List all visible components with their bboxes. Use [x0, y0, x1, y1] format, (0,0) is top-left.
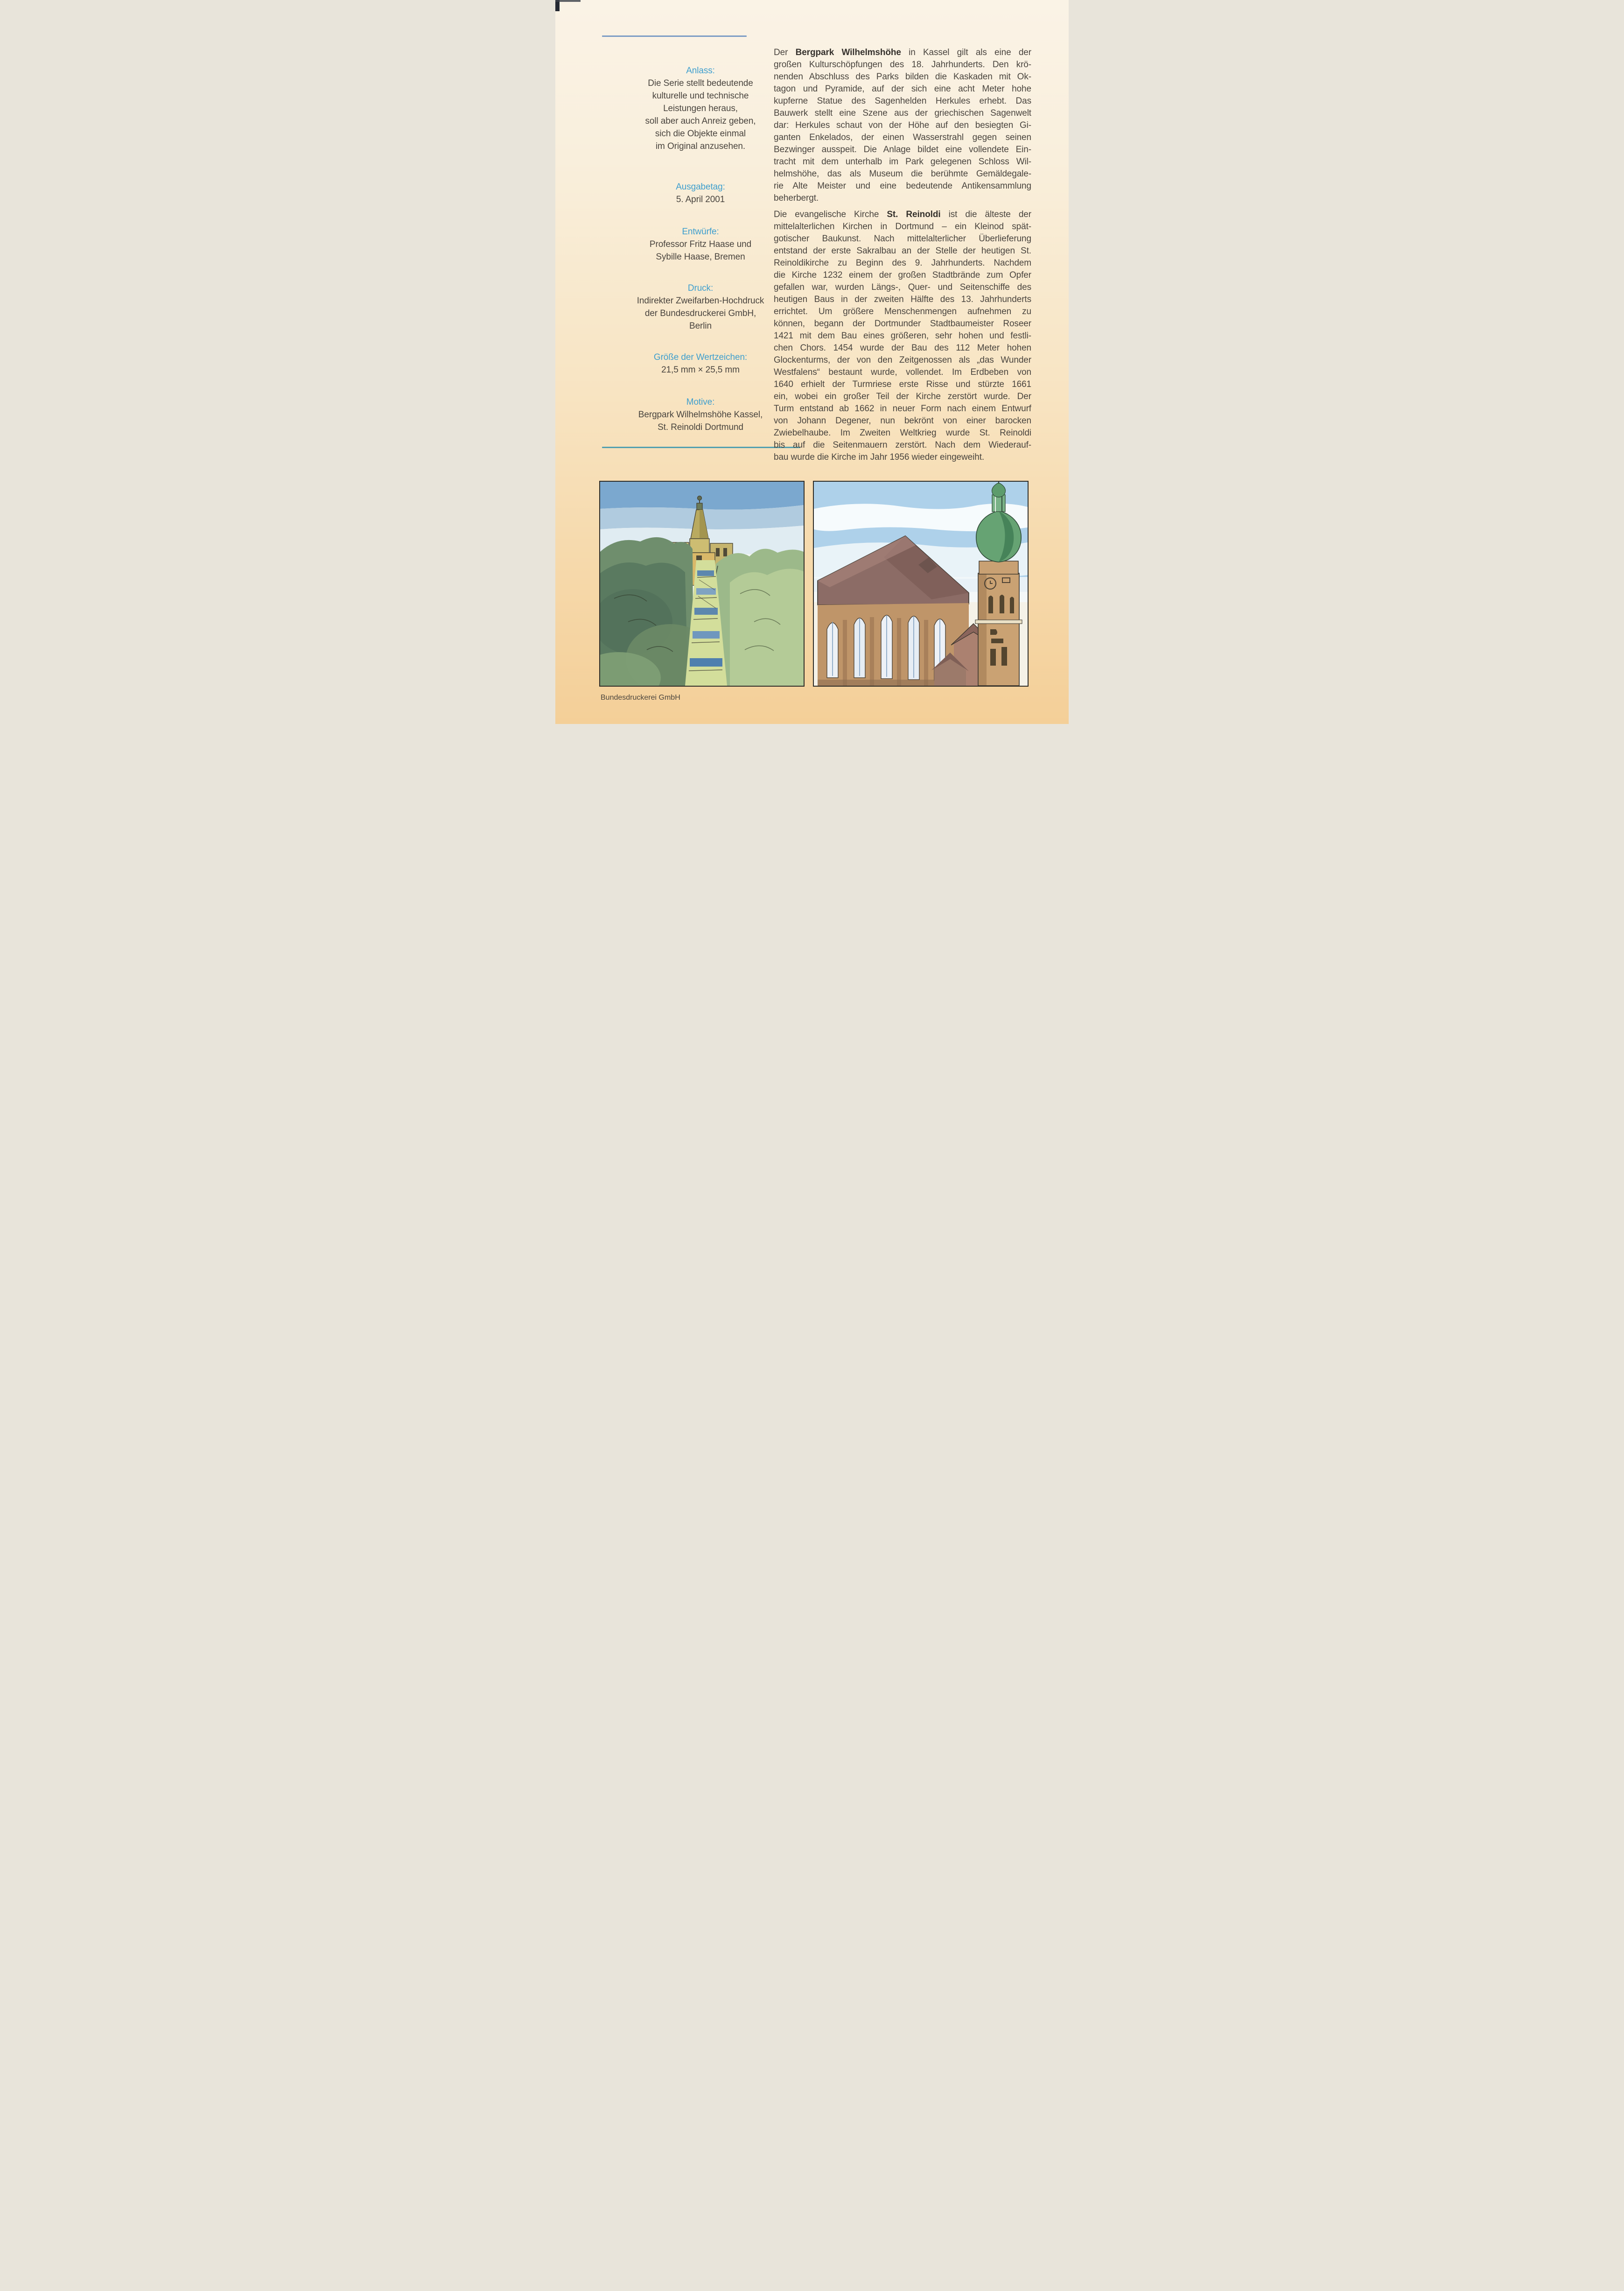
- section-heading: Entwürfe:: [682, 227, 719, 237]
- text-line: tagon und Pyramide, auf der sich eine acht Meter hohe: [774, 84, 1031, 94]
- top-divider-rule: [602, 35, 747, 37]
- st-reinoldi-watercolor: [814, 482, 1028, 686]
- section-heading: Anlass:: [686, 66, 715, 76]
- section-line: Die Serie stellt bedeutende: [648, 78, 753, 88]
- text-line: bau wurde die Kirche im Jahr 1956 wieder eingeweiht.: [774, 452, 985, 462]
- section-line: Berlin: [689, 321, 712, 331]
- sidebar-section-2: [600, 181, 801, 206]
- text-line: nenden Abschluss des Parks bilden die Kaskaden mit Ok-: [774, 72, 1031, 82]
- text-line: gefallen war, wurden Längs-, Quer- und Seitenschiffe des: [774, 282, 1031, 292]
- sidebar-section-4: [600, 282, 801, 332]
- section-heading: Ausgabetag:: [676, 182, 725, 192]
- leaflet-page: [555, 0, 1069, 724]
- text-line: großen Kulturschöpfungen des 18. Jahrhunderts. Den krö-: [774, 60, 1031, 70]
- paragraph-1: [774, 47, 1031, 204]
- text-line: dar: Herkules schaut von der Höhe auf den besiegten Gi-: [774, 120, 1031, 130]
- text-line: ganten Enkelados, der einen Wasserstrahl gegen seinen: [774, 133, 1031, 142]
- bergpark-watercolor: [600, 482, 804, 686]
- section-line: Professor Fritz Haase und: [649, 239, 752, 249]
- text-line: von Johann Degener, nun bekrönt von einer barocken: [774, 416, 1031, 426]
- text-line: 1421 mit dem Bau eines größeren, sehr hohen und festli-: [774, 331, 1031, 341]
- section-line: 21,5 mm × 25,5 mm: [661, 365, 740, 375]
- bergpark-wilhelmshoehe-illustration: [599, 481, 805, 687]
- text-line: können, begann der Dortmunder Stadtbaumeister Roseer: [774, 319, 1031, 329]
- text-line: Zwiebelhaube. Im Zweiten Weltkrieg wurde St. Reinoldi: [774, 428, 1031, 438]
- text-line: Der Bergpark Wilhelmshöhe in Kassel gilt als eine der: [774, 48, 1031, 57]
- paragraph-2: [774, 209, 1031, 464]
- text-line: rie Alte Meister und eine bedeutende Antikensammlung: [774, 181, 1031, 191]
- text-line: Westfalens“ bestaunt wurde, vollendet. Im Erdbeben von: [774, 367, 1031, 377]
- image-caption: Bundesdruckerei GmbH: [601, 694, 680, 702]
- text-line: helmshöhe, das als Museum die berühmte Gemäldegale-: [774, 169, 1031, 179]
- section-heading: Druck:: [687, 283, 714, 293]
- sidebar-section-6: [600, 396, 801, 434]
- sidebar-section-5: [600, 351, 801, 376]
- text-line: bis auf die Seitenmauern zerstört. Nach dem Wiederauf-: [774, 440, 1031, 450]
- text-line: chen Chors. 1454 wurde der Bau des 112 Meter hohen: [774, 343, 1031, 353]
- section-line: St. Reinoldi Dortmund: [658, 422, 743, 432]
- section-line: Indirekter Zweifarben-Hochdruck: [637, 296, 764, 306]
- text-line: tracht mit dem unterhalb im Park gelegenen Schloss Wil-: [774, 157, 1031, 167]
- st-reinoldi-illustration: [813, 481, 1029, 687]
- text-line: heutigen Baus in der zweiten Hälfte des 13. Jahrhunderts: [774, 295, 1031, 304]
- section-heading: Motive:: [686, 397, 715, 407]
- text-line: kupferne Statue des Sagenhelden Herkules erhebt. Das: [774, 96, 1031, 106]
- text-line: entstand der erste Sakralbau an der Stelle der heutigen St.: [774, 246, 1031, 256]
- info-sidebar: [600, 64, 801, 453]
- section-line: Bergpark Wilhelmshöhe Kassel,: [638, 410, 763, 420]
- section-line: soll aber auch Anreiz geben,: [645, 116, 756, 126]
- section-line: sich die Objekte einmal: [655, 129, 746, 139]
- section-heading: Größe der Wertzeichen:: [653, 352, 748, 362]
- text-line: mittelalterlichen Kirchen in Dortmund – ein Kleinod spät-: [774, 222, 1031, 232]
- sidebar-section-1: [600, 64, 801, 153]
- section-line: Sybille Haase, Bremen: [656, 252, 745, 262]
- text-line: 1640 erhielt der Turmriese erste Risse und stürzte 1661: [774, 379, 1031, 389]
- text-line: errichtet. Um größere Menschenmengen aufnehmen zu: [774, 307, 1031, 316]
- text-line: Bauwerk stellt eine Szene aus der griechischen Sagenwelt: [774, 108, 1031, 118]
- section-line: kulturelle und technische: [652, 91, 749, 101]
- article-text: [774, 47, 1031, 468]
- section-line: der Bundesdruckerei GmbH,: [644, 309, 756, 318]
- text-line: Bezwinger ausspeit. Die Anlage bildet eine vollendete Ein-: [774, 145, 1031, 155]
- sidebar-section-3: [600, 225, 801, 263]
- text-line: die Kirche 1232 einem der großen Stadtbrände zum Opfer: [774, 270, 1031, 280]
- scan-edge-artifact-top: [555, 0, 581, 2]
- text-line: Reinoldikirche zu Beginn des 9. Jahrhunderts. Nachdem: [774, 258, 1031, 268]
- section-line: im Original anzusehen.: [655, 141, 746, 151]
- text-line: beherbergt.: [774, 193, 819, 203]
- section-line: Leistungen heraus,: [663, 104, 738, 113]
- text-line: Die evangelische Kirche St. Reinoldi ist die älteste der: [774, 210, 1031, 219]
- text-line: gotischer Baukunst. Nach mittelalterlicher Überlieferung: [774, 234, 1031, 244]
- text-line: Turm entstand ab 1662 in neuer Form nach einem Entwurf: [774, 404, 1031, 414]
- section-line: 5. April 2001: [676, 195, 725, 204]
- text-line: Glockenturms, der von den Zeitgenossen als „das Wunder: [774, 355, 1031, 365]
- text-line: ein, wobei ein großer Teil der Kirche zerstört wurde. Der: [774, 392, 1031, 401]
